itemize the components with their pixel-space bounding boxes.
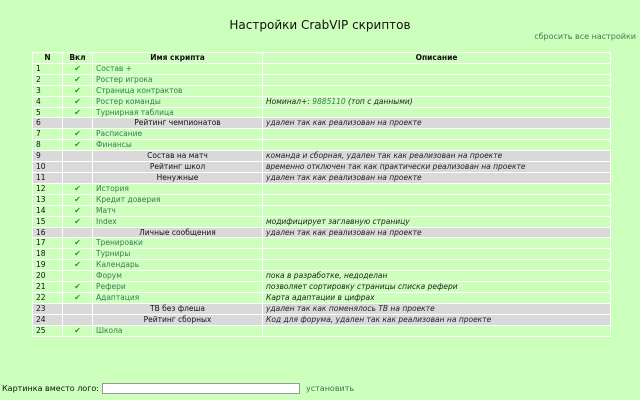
script-description (263, 107, 611, 118)
table-row (33, 238, 611, 249)
row-number: 21 (33, 282, 63, 293)
row-number: 8 (33, 140, 63, 151)
enabled-cell (63, 238, 93, 249)
script-name[interactable]: Ростер команды (93, 96, 263, 107)
description-link[interactable]: 9885110 (312, 96, 346, 106)
check-icon[interactable]: ✔ (74, 292, 81, 302)
description-text-after: (топ с данными) (345, 96, 413, 106)
script-name[interactable]: Календарь (93, 260, 263, 271)
script-description: удален так как реализован на проекте (263, 172, 611, 183)
table-row (33, 216, 611, 227)
table-row (33, 292, 611, 303)
script-description: удален так как поменялось ТВ на проекте (263, 303, 611, 314)
row-number: 5 (33, 107, 63, 118)
script-description (263, 85, 611, 96)
script-name[interactable]: Index (93, 216, 263, 227)
enabled-cell (63, 129, 93, 140)
description-text: Номинал+: (266, 96, 313, 106)
row-number: 10 (33, 162, 63, 173)
script-description: удален так как реализован на проекте (263, 227, 611, 238)
script-name[interactable]: История (93, 183, 263, 194)
check-icon[interactable]: ✔ (74, 85, 81, 95)
row-number: 24 (33, 314, 63, 325)
enabled-cell (63, 325, 93, 336)
row-number: 3 (33, 85, 63, 96)
row-number: 2 (33, 74, 63, 85)
row-number: 17 (33, 238, 63, 249)
script-description (263, 63, 611, 74)
column-header-description: Описание (263, 53, 611, 64)
table-row (33, 183, 611, 194)
row-number: 19 (33, 260, 63, 271)
table-row (33, 129, 611, 140)
script-description: временно отключен так как практически реализован на проекте (263, 162, 611, 173)
check-icon[interactable]: ✔ (74, 216, 81, 226)
script-description (263, 96, 611, 107)
script-name[interactable]: Адаптация (93, 292, 263, 303)
script-description (263, 74, 611, 85)
row-number: 23 (33, 303, 63, 314)
enabled-cell (63, 118, 93, 129)
check-icon[interactable]: ✔ (74, 107, 81, 117)
check-icon[interactable]: ✔ (74, 260, 81, 270)
script-name[interactable]: Страница контрактов (93, 85, 263, 96)
script-name: Рейтинг сборных (93, 314, 263, 325)
row-number: 16 (33, 227, 63, 238)
script-description: Карта адаптации в цифрах (263, 292, 611, 303)
scripts-table (32, 52, 611, 337)
script-name[interactable]: Тренировки (93, 238, 263, 249)
enabled-cell (63, 107, 93, 118)
script-name: Рейтинг чемпионатов (93, 118, 263, 129)
script-description (263, 260, 611, 271)
table-row (33, 172, 611, 183)
enabled-cell (63, 216, 93, 227)
row-number: 7 (33, 129, 63, 140)
script-description: позволяет сортировку страницы списка рефери (263, 282, 611, 293)
table-row (33, 227, 611, 238)
script-description: Код для форума, удален так как реализован на проекте (263, 314, 611, 325)
enabled-cell (63, 172, 93, 183)
check-icon[interactable]: ✔ (74, 238, 81, 248)
script-name[interactable]: Турниры (93, 249, 263, 260)
check-icon[interactable]: ✔ (74, 282, 81, 292)
row-number: 9 (33, 151, 63, 162)
row-number: 13 (33, 194, 63, 205)
table-row (33, 282, 611, 293)
table-row (33, 118, 611, 129)
column-header-number: N (33, 53, 63, 64)
row-number: 11 (33, 172, 63, 183)
reset-all-settings-link[interactable]: сбросить все настройки (534, 32, 636, 41)
table-row (33, 140, 611, 151)
script-description (263, 205, 611, 216)
enabled-cell (63, 260, 93, 271)
check-icon[interactable]: ✔ (74, 129, 81, 139)
row-number: 6 (33, 118, 63, 129)
script-name[interactable]: Расписание (93, 129, 263, 140)
check-icon[interactable]: ✔ (74, 325, 81, 335)
script-name: ТВ без флеша (93, 303, 263, 314)
enabled-cell (63, 314, 93, 325)
table-header-row (33, 53, 611, 64)
table-row (33, 96, 611, 107)
script-name[interactable]: Рефери (93, 282, 263, 293)
enabled-cell (63, 282, 93, 293)
table-row (33, 194, 611, 205)
logo-label: Картинка вместо лого: (2, 384, 99, 393)
script-name[interactable]: Матч (93, 205, 263, 216)
enabled-cell (63, 85, 93, 96)
table-row (33, 85, 611, 96)
check-icon[interactable]: ✔ (74, 183, 81, 193)
enabled-cell (63, 96, 93, 107)
row-number: 20 (33, 271, 63, 282)
row-number: 1 (33, 63, 63, 74)
logo-setting (2, 383, 354, 394)
enabled-cell (63, 162, 93, 173)
script-description (263, 129, 611, 140)
check-icon[interactable]: ✔ (74, 205, 81, 215)
enabled-cell (63, 74, 93, 85)
row-number: 15 (33, 216, 63, 227)
table-row (33, 303, 611, 314)
script-name: Ненужные (93, 172, 263, 183)
table-row (33, 151, 611, 162)
row-number: 14 (33, 205, 63, 216)
enabled-cell (63, 227, 93, 238)
row-number: 25 (33, 325, 63, 336)
column-header-enabled: Вкл (63, 53, 93, 64)
enabled-cell (63, 183, 93, 194)
table-row (33, 314, 611, 325)
enabled-cell (63, 151, 93, 162)
enabled-cell (63, 205, 93, 216)
enabled-cell (63, 292, 93, 303)
script-description (263, 238, 611, 249)
script-name[interactable]: Турнирная таблица (93, 107, 263, 118)
script-name[interactable]: Кредит доверия (93, 194, 263, 205)
script-description (263, 183, 611, 194)
table-row (33, 260, 611, 271)
check-icon[interactable]: ✔ (74, 194, 81, 204)
enabled-cell (63, 63, 93, 74)
script-description: модифицирует заглавную страницу (263, 216, 611, 227)
script-description: команда и сборная, удален так как реализован на проекте (263, 151, 611, 162)
script-name[interactable]: Финансы (93, 140, 263, 151)
script-name: Личные сообщения (93, 227, 263, 238)
row-number: 18 (33, 249, 63, 260)
table-row (33, 249, 611, 260)
table-row (33, 162, 611, 173)
script-name[interactable]: Ростер игрока (93, 74, 263, 85)
table-row (33, 271, 611, 282)
check-icon[interactable]: ✔ (74, 74, 81, 84)
logo-url-input[interactable] (102, 383, 300, 394)
check-icon[interactable]: ✔ (74, 249, 81, 259)
script-name[interactable]: Форум (93, 271, 263, 282)
table-row (33, 74, 611, 85)
check-icon[interactable]: ✔ (74, 140, 81, 150)
table-row (33, 325, 611, 336)
install-logo-link[interactable]: установить (306, 384, 355, 393)
table-row (33, 63, 611, 74)
table-row (33, 205, 611, 216)
enabled-cell (63, 271, 93, 282)
scripts-table-body (33, 63, 611, 336)
page-title: Настройки CrabVIP скриптов (229, 18, 411, 32)
script-name: Состав на матч (93, 151, 263, 162)
script-description: удален так как реализован на проекте (263, 118, 611, 129)
row-number: 12 (33, 183, 63, 194)
script-description (263, 194, 611, 205)
row-number: 4 (33, 96, 63, 107)
script-description (263, 325, 611, 336)
column-header-script-name: Имя скрипта (93, 53, 263, 64)
check-icon[interactable]: ✔ (74, 96, 81, 106)
enabled-cell (63, 303, 93, 314)
script-name[interactable]: Школа (93, 325, 263, 336)
row-number: 22 (33, 292, 63, 303)
enabled-cell (63, 140, 93, 151)
script-description (263, 249, 611, 260)
script-description (263, 140, 611, 151)
enabled-cell (63, 249, 93, 260)
script-description: пока в разработке, недоделан (263, 271, 611, 282)
table-row (33, 107, 611, 118)
check-icon[interactable]: ✔ (74, 63, 81, 73)
script-name: Рейтинг школ (93, 162, 263, 173)
enabled-cell (63, 194, 93, 205)
script-name[interactable]: Состав + (93, 63, 263, 74)
